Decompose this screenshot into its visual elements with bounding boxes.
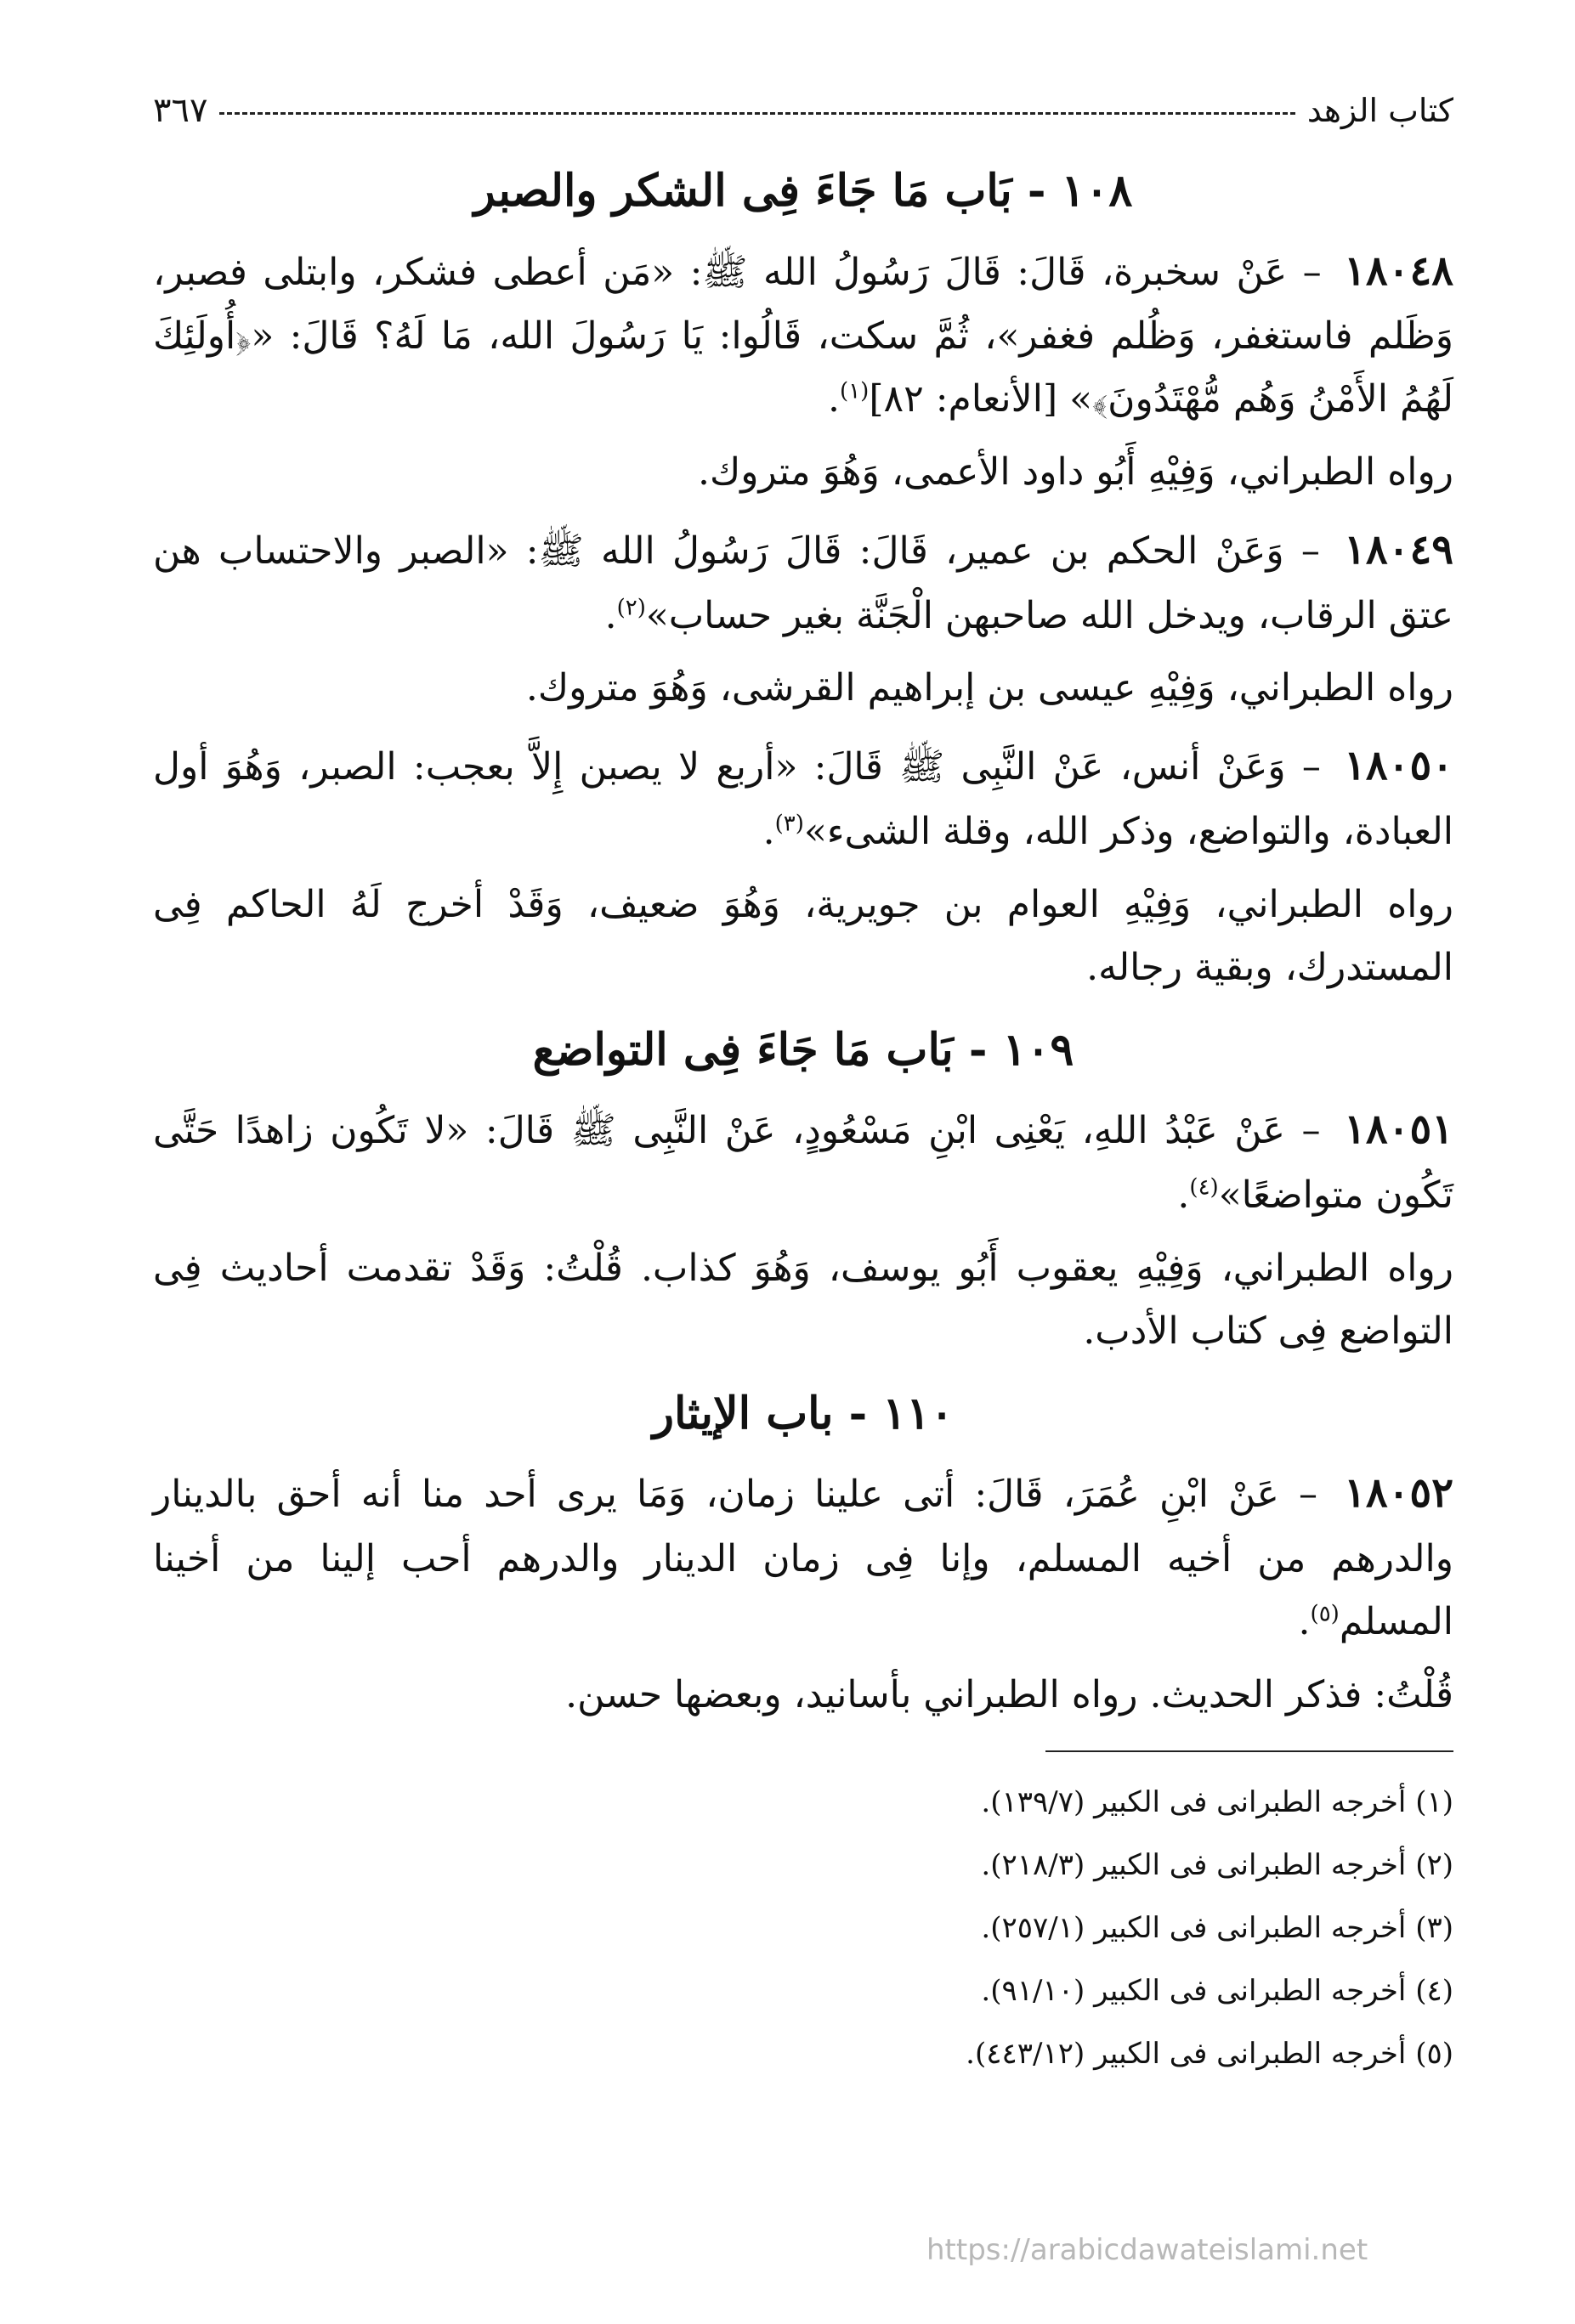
footnote-ref[interactable]: (٥) [1310, 1601, 1340, 1627]
hadith-18050: ١٨٠٥٠ – وَعَنْ أنس، عَنْ النَّبِى ﷺ قَالَ: «أربع لا يصبن إِلاَّ بعجب: الصبر، وَهُوَ أول العبادة، والتواضع، وذكر الله، وقلة الشىء»$^{(٣)}$. [153, 742, 1453, 853]
hadith-commentary: رواه الطبراني، وَفِيْهِ أَبُو داود الأعمى، وَهُوَ متروك. [697, 450, 1453, 495]
hadith-commentary: رواه الطبراني، وَفِيْهِ يعقوب أَبُو يوسف، وَهُوَ كذاب. قُلْتُ: وَقَدْ تقدمت أحاديث فِى التواضع فِى كتاب الأدب. [153, 1246, 1453, 1353]
hadith-commentary: رواه الطبراني، وَفِيْهِ عيسى بن إبراهيم القرشى، وَهُوَ متروك. [525, 666, 1453, 710]
hadith-text: – عَنْ ابْنِ عُمَرَ، قَالَ: أتى علينا زمان، وَمَا يرى أحد منا أنه أحق بالدينار والدرهم من أخيه المسلم، وإنا فِى زمان الدينار والدرهم أحب إلينا من أخينا المسلم [153, 1473, 1453, 1643]
footnote-4: (٤) أخرجه الطبرانى فى الكبير (٩١/١٠). [981, 1973, 1453, 2008]
chapter-heading-108: ١٠٨ - بَاب مَا جَاءَ فِى الشكر والصبر [473, 165, 1133, 217]
footnote-ref[interactable]: (١) [840, 378, 870, 404]
hadith-commentary: قُلْتُ: فذكر الحديث. رواه الطبراني بأسانيد، وبعضها حسن. [565, 1672, 1453, 1716]
page-number: ٣٦٧ [153, 91, 208, 130]
hadith-number: ١٨٠٤٨ [1344, 246, 1453, 295]
chapter-heading-110: ١١٠ - باب الإيثار [652, 1387, 955, 1439]
footnote-1: (١) أخرجه الطبرانى فى الكبير (١٣٩/٧). [981, 1784, 1453, 1819]
watermark-url: https://arabicdawateislami.net [926, 2233, 1368, 2267]
chapter-heading-109: ١٠٩ - بَاب مَا جَاءَ فِى التواضع [532, 1023, 1074, 1076]
hadith-number: ١٨٠٤٩ [1344, 525, 1453, 574]
footnote-separator [1045, 1750, 1453, 1752]
hadith-18051: ١٨٠٥١ – عَنْ عَبْدُ اللهِ، يَعْنِى ابْنِ مَسْعُودٍ، عَنْ النَّبِى ﷺ قَالَ: «لا تَكُون زاهدًا حَتَّى تَكُون متواضعًا»$^{(٤)}$. [153, 1105, 1453, 1217]
footnotes-list [153, 1771, 1453, 2085]
footnote-ref[interactable]: (٣) [774, 811, 804, 837]
page [153, 81, 1453, 2085]
hadith-18048: ١٨٠٤٨ – عَنْ سخبرة، قَالَ: قَالَ رَسُولُ الله ﷺ: «مَن أعطى فشكر، وابتلى فصبر، وَظَلم فاستغفر، وَظُلم فغفر»، ثُمَّ سكت، قَالُوا: يَا رَسُولَ الله، مَا لَهُ؟ قَالَ: «﴿أُولَئِكَ لَهُمُ الأَمْنُ وَهُم مُّهْتَدُونَ﴾» [الأنعام: ٨٢]$^{(١)}$. [153, 246, 1453, 421]
footnote-3: (٣) أخرجه الطبرانى فى الكبير (٢٥٧/١). [981, 1910, 1453, 1945]
hadith-18052: ١٨٠٥٢ – عَنْ ابْنِ عُمَرَ، قَالَ: أتى علينا زمان، وَمَا يرى أحد منا أنه أحق بالدينار والدرهم من أخيه المسلم، وإنا فِى زمان الدينار والدرهم أحب إلينا من أخينا المسلم$^{(٥)}$. [153, 1469, 1453, 1643]
hadith-text: – وَعَنْ أنس، عَنْ النَّبِى ﷺ قَالَ: «أربع لا يصبن إِلاَّ بعجب: الصبر، وَهُوَ أول العبادة، والتواضع، وذكر الله، وقلة الشىء» [153, 745, 1453, 853]
hadith-text: – عَنْ سخبرة، قَالَ: قَالَ رَسُولُ الله ﷺ: «مَن أعطى فشكر، وابتلى فصبر، وَظَلم فاستغفر، وَظُلم فغفر»، ثُمَّ سكت، قَالُوا: يَا رَسُولَ الله، مَا لَهُ؟ قَالَ: «﴿أُولَئِكَ لَهُمُ الأَمْنُ وَهُم مُّهْتَدُونَ﴾» [الأنعام: ٨٢] [153, 250, 1453, 421]
footnote-5: (٥) أخرجه الطبرانى فى الكبير (٤٤٣/١٢). [966, 2036, 1453, 2071]
footnote-ref[interactable]: (٤) [1189, 1174, 1219, 1201]
running-head [153, 81, 1453, 140]
footnote-2: (٢) أخرجه الطبرانى فى الكبير (٢١٨/٣). [981, 1847, 1453, 1882]
hadith-number: ١٨٠٥١ [1344, 1105, 1453, 1154]
hadith-commentary: رواه الطبراني، وَفِيْهِ العوام بن جويرية، وَهُوَ ضعيف، وَقَدْ أخرج لَهُ الحاكم فِى المستدرك، وبقية رجاله. [153, 882, 1453, 989]
hadith-text: – وَعَنْ الحكم بن عمير، قَالَ: قَالَ رَسُولُ الله ﷺ: «الصبر والاحتساب هن عتق الرقاب، ويدخل الله صاحبهن الْجَنَّة بغير حساب» [153, 529, 1453, 637]
hadith-text: – عَنْ عَبْدُ اللهِ، يَعْنِى ابْنِ مَسْعُودٍ، عَنْ النَّبِى ﷺ قَالَ: «لا تَكُون زاهدًا حَتَّى تَكُون متواضعًا» [153, 1109, 1453, 1217]
hadith-number: ١٨٠٥٠ [1344, 742, 1453, 790]
book-title: كتاب الزهد [1306, 92, 1453, 129]
hadith-number: ١٨٠٥٢ [1344, 1469, 1453, 1518]
hadith-18049: ١٨٠٤٩ – وَعَنْ الحكم بن عمير، قَالَ: قَالَ رَسُولُ الله ﷺ: «الصبر والاحتساب هن عتق الرقاب، ويدخل الله صاحبهن الْجَنَّة بغير حساب»$^{(٢)}$. [153, 525, 1453, 637]
header-dash-line [219, 112, 1295, 115]
footnote-ref[interactable]: (٢) [616, 594, 646, 620]
